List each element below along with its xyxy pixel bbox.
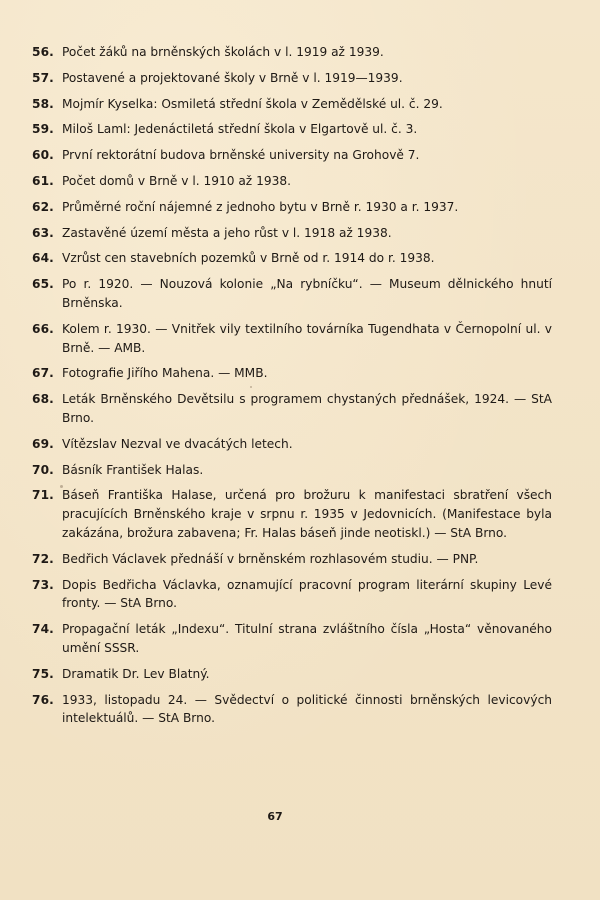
paper-speck [250, 386, 252, 388]
caption-number: 72. [32, 551, 54, 566]
caption-text: Dramatik Dr. Lev Blatný. [62, 666, 210, 681]
caption-text: Bedřich Václavek přednáší v brněnském rozhlasovém studiu. — PNP. [62, 551, 479, 566]
list-item [32, 486, 552, 542]
list-item [32, 224, 552, 243]
page-number: 67 [267, 810, 283, 823]
list-item [32, 275, 552, 313]
caption-number: 57. [32, 70, 54, 85]
list-item [32, 390, 552, 428]
caption-text: Básník František Halas. [62, 462, 204, 477]
caption-list [32, 43, 552, 735]
list-item [32, 320, 552, 358]
caption-number: 70. [32, 462, 54, 477]
caption-number: 60. [32, 148, 54, 163]
list-item [32, 665, 552, 684]
caption-number: 63. [32, 225, 54, 240]
caption-number: 69. [32, 436, 54, 451]
caption-number: 71. [32, 488, 54, 503]
caption-number: 64. [32, 251, 54, 266]
list-item [32, 249, 552, 268]
list-item [32, 69, 552, 88]
caption-number: 61. [32, 173, 54, 188]
list-item [32, 198, 552, 217]
caption-number: 62. [32, 199, 54, 214]
list-item [32, 691, 552, 729]
list-item [32, 550, 552, 569]
caption-number: 76. [32, 692, 54, 707]
list-item [32, 576, 552, 614]
caption-text: Leták Brněnského Devětsilu s programem chystaných přednášek, 1924. — StA Brno. [62, 392, 552, 425]
caption-number: 67. [32, 366, 54, 381]
list-item [32, 95, 552, 114]
paper-speck [60, 485, 63, 488]
caption-number: 68. [32, 392, 54, 407]
caption-text: Průměrné roční nájemné z jednoho bytu v Brně r. 1930 a r. 1937. [62, 199, 459, 214]
caption-text: Vítězslav Nezval ve dvacátých letech. [62, 436, 293, 451]
caption-text: První rektorátní budova brněnské university na Grohově 7. [62, 148, 420, 163]
caption-text: Postavené a projektované školy v Brně v l. 1919—1939. [62, 70, 403, 85]
list-item [32, 120, 552, 139]
list-item [32, 620, 552, 658]
caption-text: Po r. 1920. — Nouzová kolonie „Na rybníčku“. — Museum dělnického hnutí Brněnska. [62, 277, 552, 310]
list-item [32, 43, 552, 62]
list-item [32, 172, 552, 191]
caption-number: 66. [32, 321, 54, 336]
caption-text: Mojmír Kyselka: Osmiletá střední škola v Zemědělské ul. č. 29. [62, 96, 443, 111]
caption-number: 74. [32, 622, 54, 637]
caption-text: Počet domů v Brně v l. 1910 až 1938. [62, 173, 291, 188]
caption-text: Počet žáků na brněnských školách v l. 1919 až 1939. [62, 45, 384, 59]
caption-text: Vzrůst cen stavebních pozemků v Brně od r. 1914 do r. 1938. [62, 251, 435, 266]
caption-number: 73. [32, 577, 54, 592]
caption-text: Propagační leták „Indexu“. Titulní strana zvláštního čísla „Hosta“ věnovaného umění SSSR. [62, 622, 552, 655]
list-item [32, 435, 552, 454]
list-item [32, 146, 552, 165]
caption-text: Kolem r. 1930. — Vnitřek vily textilního továrníka Tugendhata v Černopolní ul. v Brně. — AMB. [62, 321, 552, 355]
list-item [32, 461, 552, 480]
caption-text: Báseň Františka Halase, určená pro brožuru k manifestaci sbratření všech pracujících Brněnského kraje v srpnu r. 1935 v Jedovnicích. (Manifestace byla zakázána, brožura zabavena; Fr. Halas báseň jinde neotiskl.) — StA Brno. [62, 488, 552, 540]
caption-number: 65. [32, 277, 54, 292]
caption-text: Dopis Bedřicha Václavka, oznamující pracovní program literární skupiny Levé fronty. — StA Brno. [62, 577, 552, 611]
caption-text: Miloš Laml: Jedenáctiletá střední škola v Elgartově ul. č. 3. [62, 122, 418, 137]
list-item [32, 364, 552, 383]
caption-number: 75. [32, 666, 54, 681]
caption-text: Zastavěné území města a jeho růst v l. 1918 až 1938. [62, 225, 392, 240]
caption-number: 56. [32, 45, 54, 59]
caption-text: Fotografie Jiřího Mahena. — MMB. [62, 366, 268, 381]
caption-number: 59. [32, 122, 54, 137]
caption-text: 1933, listopadu 24. — Svědectví o politické činnosti brněnských levicových intelektuálů. — StA Brno. [62, 692, 552, 726]
caption-number: 58. [32, 96, 54, 111]
